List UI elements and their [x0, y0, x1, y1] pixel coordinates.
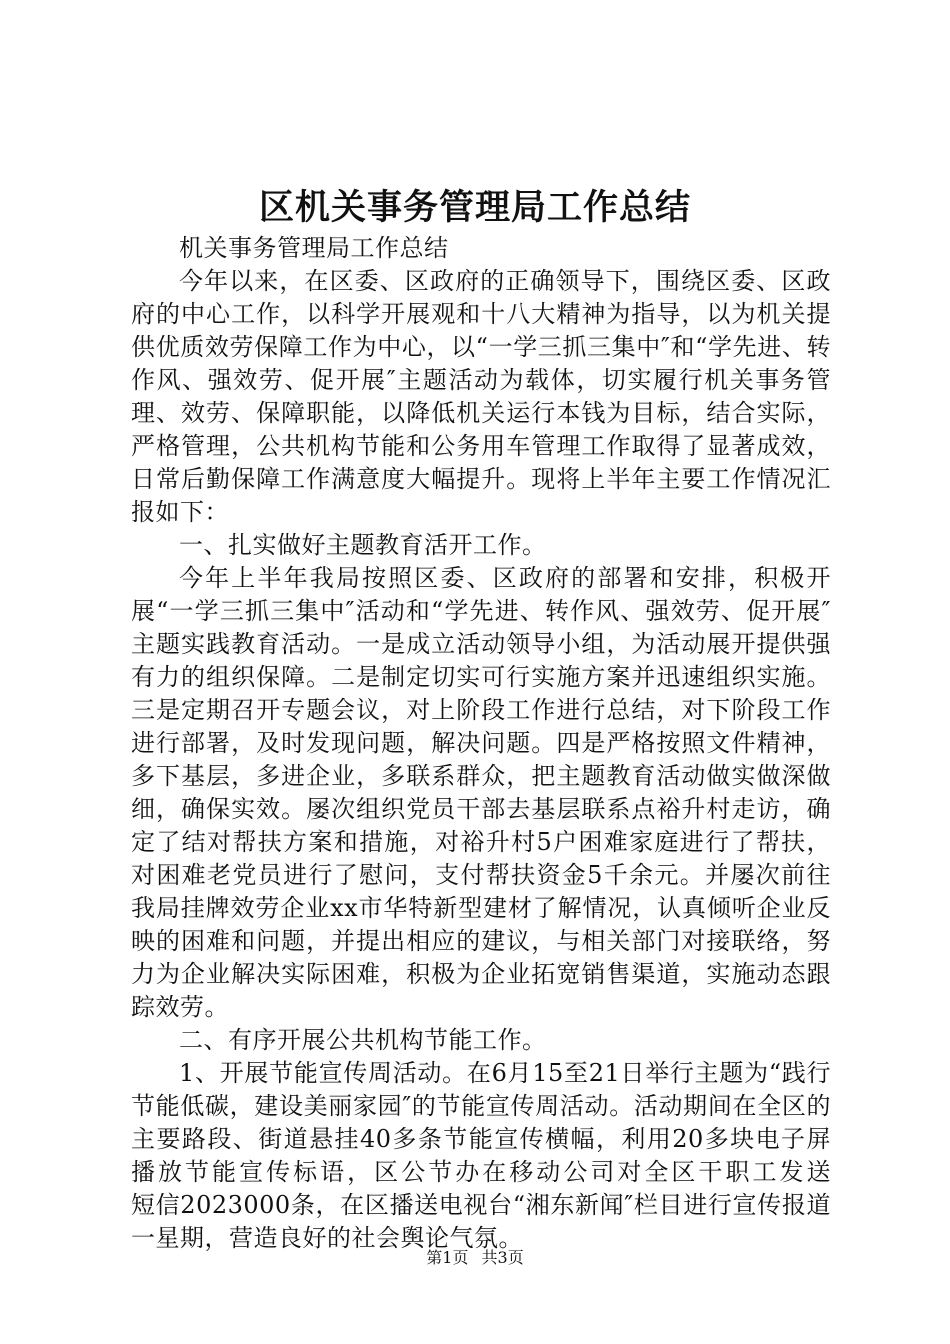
page-total: 共3页 — [481, 1248, 524, 1267]
document-title: 区机关事务管理局工作总结 — [258, 187, 691, 228]
section-1-paragraph: 今年上半年我局按照区委、区政府的部署和安排，积极开展“一学三抓三集中″活动和“学先进、转作风、强效劳、促开展″主题实践教育活动。一是成立活动领导小组，为活动展开提供强有力的组织保障。二是制定切实可行实施方案并迅速组织实施。三是定期召开专题会议，对上阶段工作进行总结，对下阶段工作进行部署，及时发现问题，解决问题。四是严格按照文件精神，多下基层，多进企业，多联系群众，把主题教育活动做实做深做细，确保实效。屡次组织党员干部去基层联系点裕升村走访，确定了结对帮扶方案和措施，对裕升村5户困难家庭进行了帮扶，对困难老党员进行了慰问，支付帮扶资金5千余元。并屡次前往我局挂牌效劳企业xx市华特新型建材了解情况，认真倾听企业反映的困难和问题，并提出相应的建议，与相关部门对接联络，努力为企业解决实际困难，积极为企业拓宽销售渠道，实施动态跟踪效劳。 — [131, 564, 831, 1021]
subtitle-paragraph: 机关事务管理局工作总结 — [179, 234, 449, 262]
section-2-paragraph: 1、开展节能宣传周活动。在6月15至21日举行主题为“践行节能低碳，建设美丽家园″的节能宣传周活动。活动期间在全区的主要路段、街道悬挂40多条节能宣传横幅，利用20多块电子屏播放节能宣传标语，区公节办在移动公司对全区干职工发送 短信2023000条，在区播送电视台“湘东新闻″栏目进行宣传报道一星期，营造良好的社会舆论气氛。 — [131, 1059, 880, 1252]
section-heading-1: 一、扎实做好主题教育活开工作。 — [179, 531, 547, 559]
page-footer — [0, 1247, 950, 1269]
page-number: 第1页 — [426, 1248, 469, 1267]
section-heading-2: 二、有序开展公共机构节能工作。 — [179, 1026, 547, 1054]
intro-paragraph: 今年以来，在区委、区政府的正确领导下，围绕区委、区政府的中心工作，以科学开展观和十八大精神为指导，以为机关提供优质效劳保障工作为中心，以“一学三抓三集中″和“学先进、转作风、强效劳、促开展″主题活动为载体，切实履行机关事务管理、效劳、保障职能，以降低机关运行本钱为目标，结合实际，严格管理，公共机构节能和公务用车管理工作取得了显著成效，日常后勤保障工作满意度大幅提升。现将上半年主要工作情况汇报如下： — [131, 267, 831, 526]
document-body — [131, 232, 880, 1255]
